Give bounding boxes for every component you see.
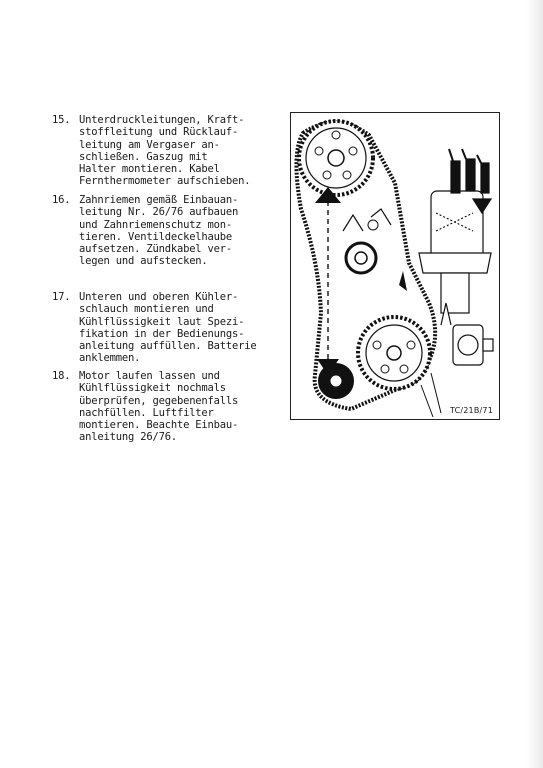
scan-edge-shadow xyxy=(527,0,543,768)
step-number: 16. xyxy=(52,194,71,206)
ignition-lead xyxy=(481,163,489,193)
distributor-drawing xyxy=(419,149,491,313)
timing-belt-diagram xyxy=(291,113,499,419)
step-line: Halter montieren. Kabel xyxy=(79,163,220,176)
step-line: legen und aufstecken. xyxy=(79,255,208,268)
intermediate-sprocket xyxy=(358,317,430,389)
step-line: nachfüllen. Luftfilter xyxy=(79,406,214,419)
step-text xyxy=(79,194,284,268)
engine-block-edge xyxy=(421,373,441,417)
step-line: Zahnriemen gemäß Einbauan- xyxy=(79,194,239,206)
ignition-lead xyxy=(451,161,460,193)
step-line: anleitung auffüllen. Batterie xyxy=(79,340,257,353)
step-text xyxy=(79,370,284,444)
step-line: anklemmen. xyxy=(79,352,141,365)
step-line: tieren. Ventildeckelhaube xyxy=(79,230,233,243)
step-line: montieren. Beachte Einbau- xyxy=(79,419,239,432)
step-line: fikation in der Bedienungs- xyxy=(79,327,245,340)
distributor-flange xyxy=(419,253,491,273)
step-line: aufsetzen. Zündkabel ver- xyxy=(79,243,233,256)
step-line: schlauch montieren und xyxy=(79,303,214,316)
step-line: leitung am Vergaser an- xyxy=(79,138,220,151)
timing-belt-figure xyxy=(290,112,500,420)
tensioner-pulley xyxy=(343,209,391,273)
step-line: Kühlflüssigkeit nochmals xyxy=(79,382,226,395)
step-text xyxy=(79,291,284,365)
step-line: stoffleitung und Rücklauf- xyxy=(79,126,239,139)
step-line: Kühlflüssigkeit laut Spezi- xyxy=(79,315,245,328)
step-line: Fernthermometer aufschieben. xyxy=(79,175,251,188)
step-line: überprüfen, gegebenenfalls xyxy=(79,394,239,407)
figure-code: TC/21B/71 xyxy=(449,406,493,415)
step-number: 15. xyxy=(52,114,71,126)
ignition-lead xyxy=(466,159,475,191)
step-line: Unteren und oberen Kühler- xyxy=(79,291,239,303)
step-line: schließen. Gaszug mit xyxy=(79,150,208,163)
step-text xyxy=(79,114,284,188)
step-number: 18. xyxy=(52,370,71,382)
step-line: Unterdruckleitungen, Kraft- xyxy=(79,114,245,126)
camshaft-sprocket xyxy=(299,121,373,195)
step-line: leitung Nr. 26/76 aufbauen xyxy=(79,206,239,219)
step-line: Motor laufen lassen und xyxy=(79,370,220,382)
step-line: und Zahnriemenschutz mon- xyxy=(79,218,233,231)
step-number: 17. xyxy=(52,291,71,303)
step-line: anleitung 26/76. xyxy=(79,431,177,444)
